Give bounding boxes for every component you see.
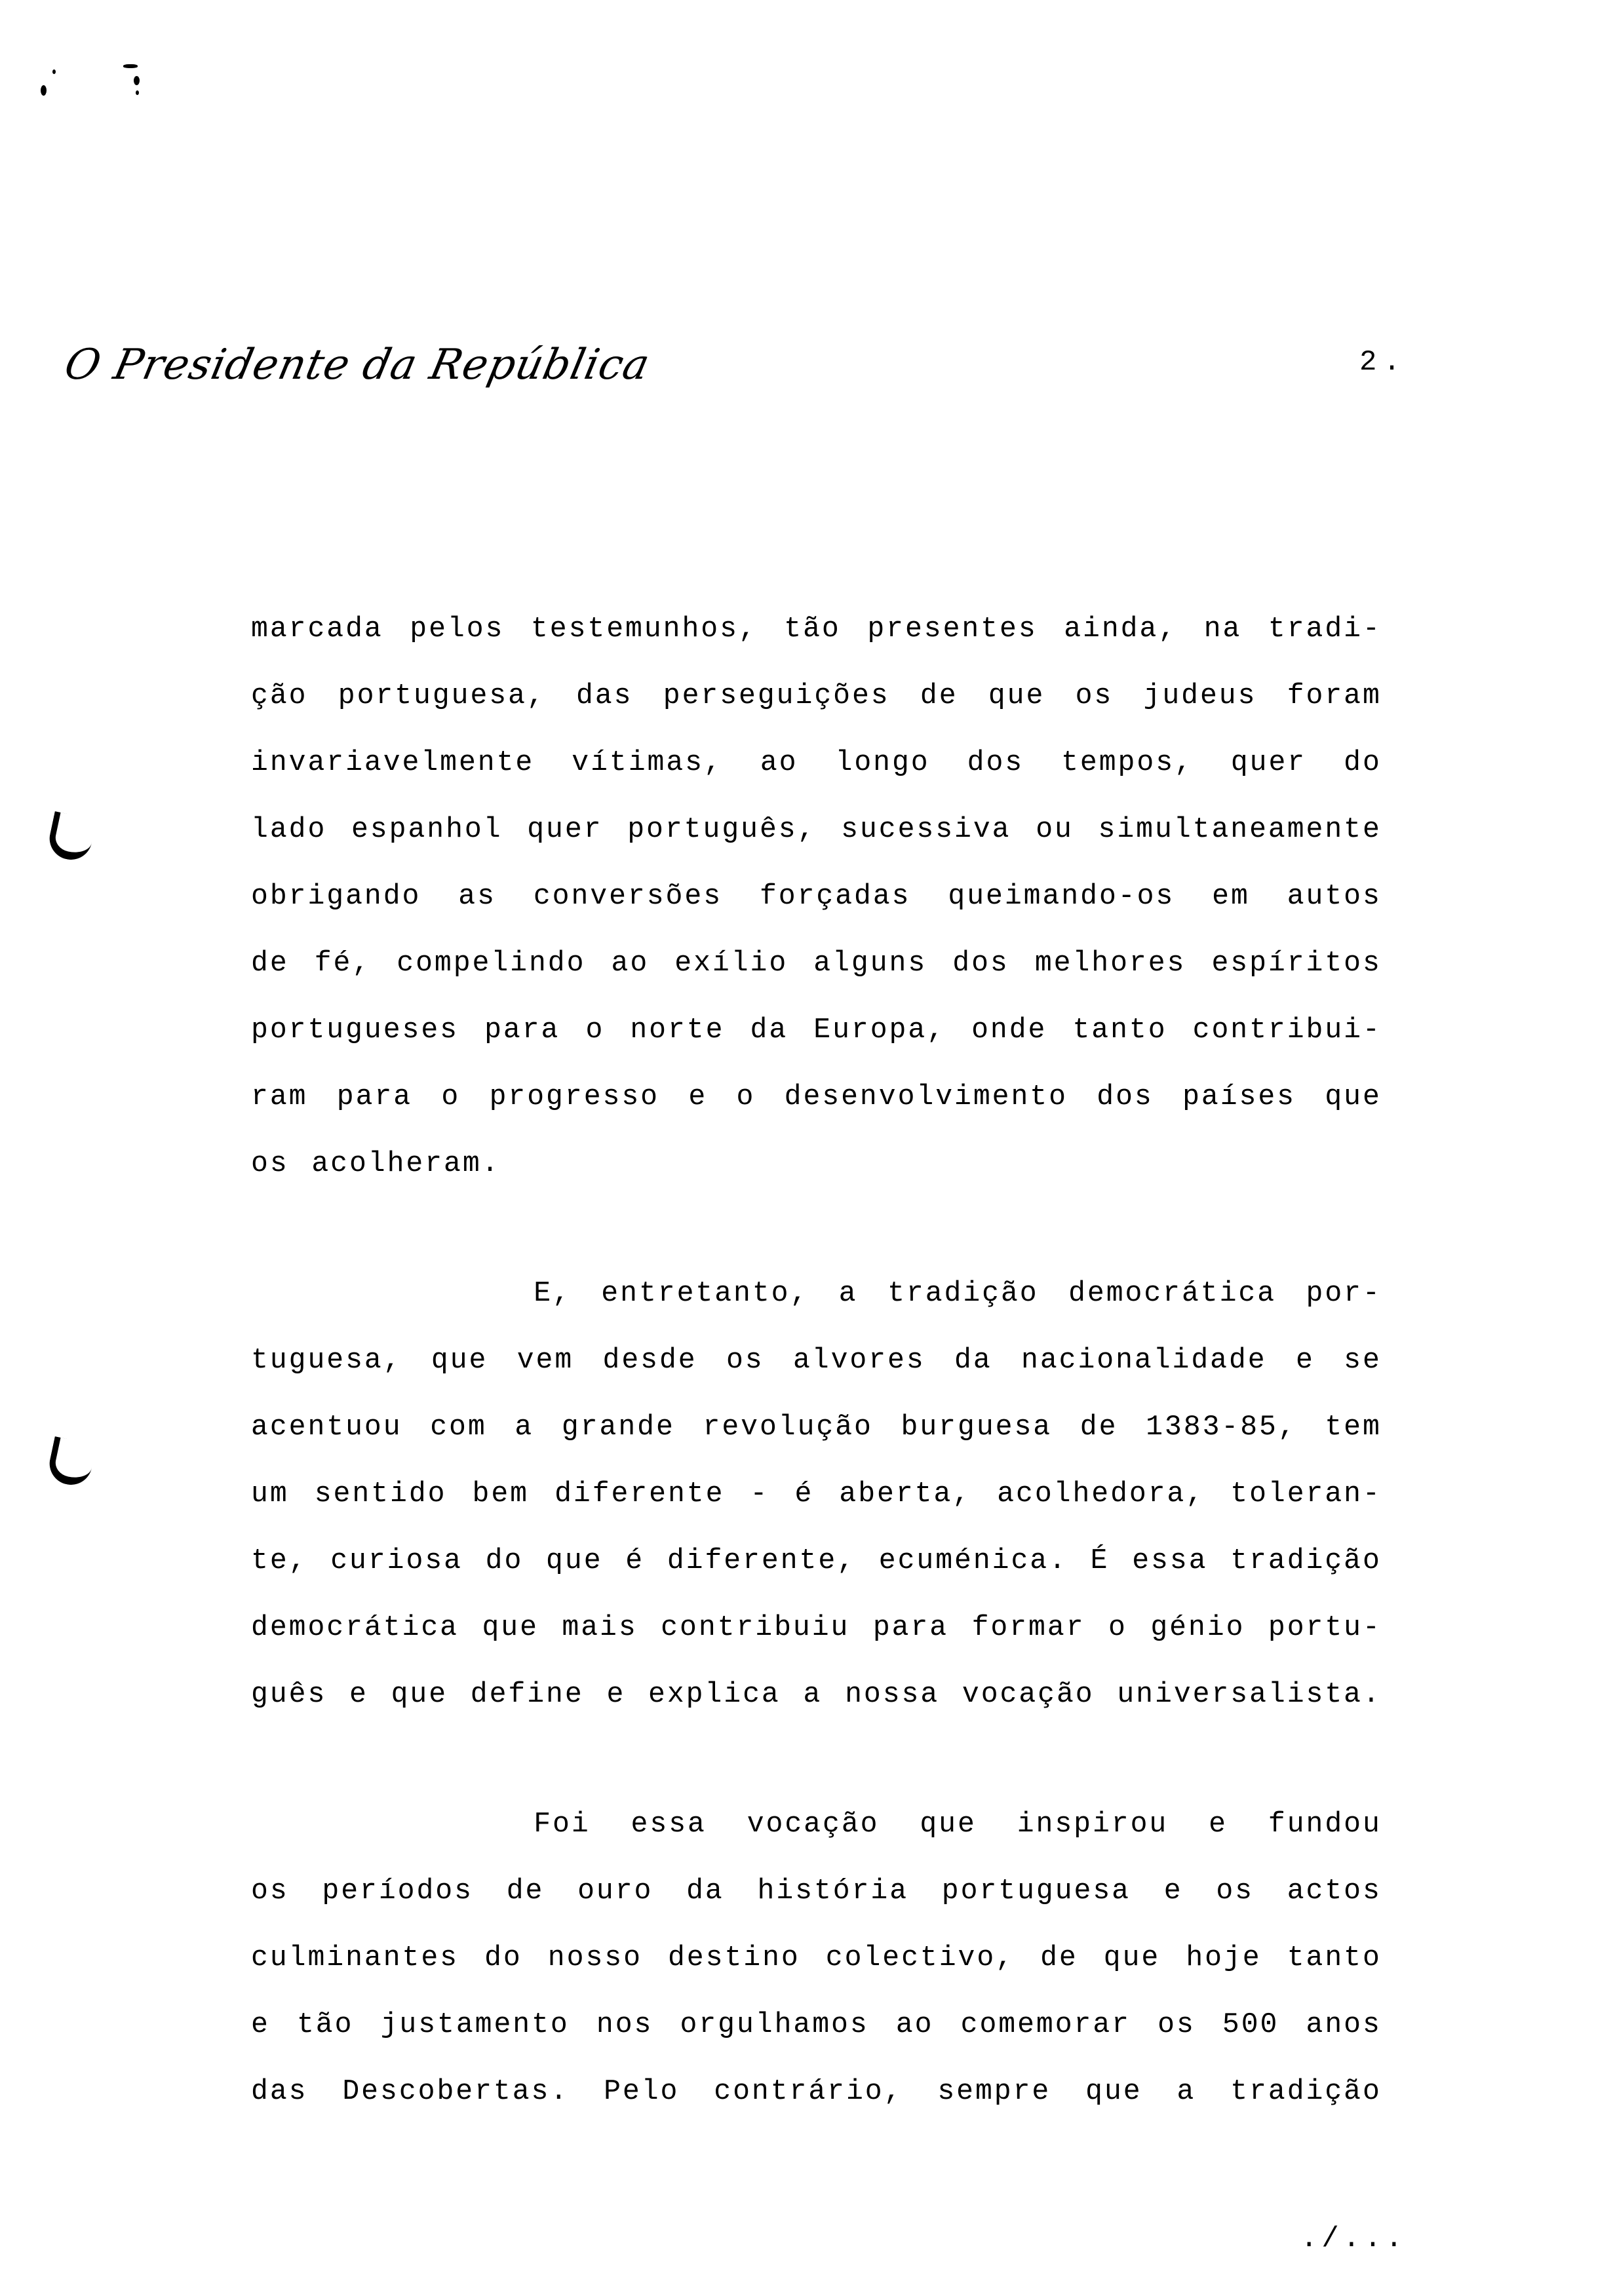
paragraph-spacer (251, 1211, 1405, 1274)
text-line: portugueses para o norte da Europa, onde tanto contribui- (251, 1014, 1382, 1046)
body-text (251, 609, 1405, 2139)
hole-punch-mark-top (46, 811, 97, 864)
paragraph-3 (251, 1805, 1405, 2139)
text-line: ram para o progresso e o desenvolvimento dos países que (251, 1081, 1382, 1113)
text-line: invariavelmente vítimas, ao longo dos tempos, quer do (251, 746, 1382, 779)
text-line: tuguesa, que vem desde os alvores da nacionalidade e se (251, 1344, 1382, 1377)
text-line: acentuou com a grande revolução burguesa de 1383-85, tem (251, 1411, 1382, 1444)
text-line: das Descobertas. Pelo contrário, sempre que a tradição (251, 2075, 1382, 2108)
text-line: culminantes do nosso destino colectivo, de que hoje tanto (251, 1942, 1382, 1974)
scan-speck (41, 85, 47, 96)
text-line: guês e que define e explica a nossa vocação universalista. (251, 1678, 1382, 1711)
paragraph-1 (251, 609, 1405, 1211)
text-line: te, curiosa do que é diferente, ecuménica. É essa tradição (251, 1544, 1382, 1577)
letterhead-title: O Presidente da República (60, 341, 655, 389)
text-line: um sentido bem diferente - é aberta, acolhedora, toleran- (251, 1478, 1382, 1510)
text-line: Foi essa vocação que inspirou e fundou (534, 1808, 1382, 1841)
scan-speck (52, 69, 56, 74)
text-line: e tão justamento nos orgulhamos ao comemorar os 500 anos (251, 2008, 1382, 2041)
text-line: de fé, compelindo ao exílio alguns dos melhores espíritos (251, 947, 1382, 980)
hole-punch-mark-bottom (46, 1436, 97, 1489)
continuation-marker: ./... (1300, 2223, 1407, 2255)
text-line: marcada pelos testemunhos, tão presentes ainda, na tradi- (251, 613, 1382, 645)
paragraph-2 (251, 1274, 1405, 1742)
scan-speck (123, 64, 138, 68)
page-number: 2. (1359, 346, 1407, 379)
text-line: ção portuguesa, das perseguições de que os judeus foram (251, 679, 1382, 712)
paragraph-spacer (251, 1742, 1405, 1805)
text-line: E, entretanto, a tradição democrática por- (534, 1277, 1382, 1310)
text-line: lado espanhol quer português, sucessiva ou simultaneamente (251, 813, 1382, 846)
scan-speck (136, 90, 139, 95)
scan-speck (134, 76, 140, 85)
text-line: os acolheram. (251, 1147, 501, 1180)
text-line: obrigando as conversões forçadas queimando-os em autos (251, 880, 1382, 913)
text-line: democrática que mais contribuiu para formar o génio portu- (251, 1611, 1382, 1644)
text-line: os períodos de ouro da história portuguesa e os actos (251, 1875, 1382, 1907)
